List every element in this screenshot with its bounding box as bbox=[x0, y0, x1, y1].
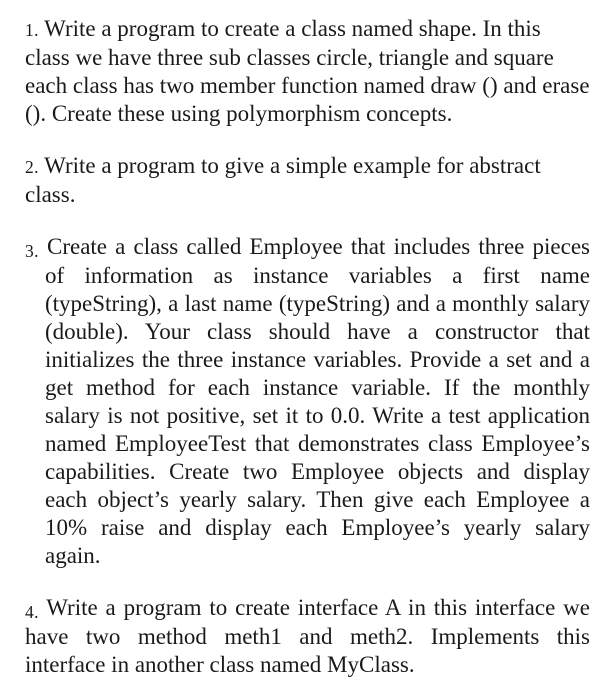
item-number: 2. bbox=[25, 157, 39, 177]
item-text: Write a program to create a class named shape. In this class we have three sub classes circle, triangle and square each class has two member function named draw () and erase (). Create these using polymorphism concepts. bbox=[25, 16, 590, 126]
exercise-item bbox=[25, 152, 590, 209]
item-number: 4. bbox=[25, 601, 39, 622]
item-number: 3. bbox=[25, 240, 39, 261]
exercise-item bbox=[25, 594, 590, 679]
exercise-item bbox=[25, 233, 590, 570]
item-text: Write a program to create interface A in this interface we have two method meth1 and meth2. Implements this interface in another class named MyClass. bbox=[25, 595, 590, 677]
exercise-list bbox=[25, 15, 590, 679]
item-text: Create a class called Employee that includes three pieces of information as instance variables a first name (typeString), a last name (typeString) and a monthly salary (double). Your class should have a constructor that initializes the three instance variables. Provide a set and a get method for each instance variable. If the monthly salary is not positive, set it to 0.0. Write a test application named EmployeeTest that demonstrates class Employee’s capabilities. Create two Employee objects and display each object’s yearly salary. Then give each Employee a 10% raise and display each Employee’s yearly salary again. bbox=[45, 234, 590, 568]
exercise-item bbox=[25, 15, 590, 128]
item-text: Write a program to give a simple example for abstract class. bbox=[25, 153, 541, 207]
item-number: 1. bbox=[25, 20, 39, 40]
